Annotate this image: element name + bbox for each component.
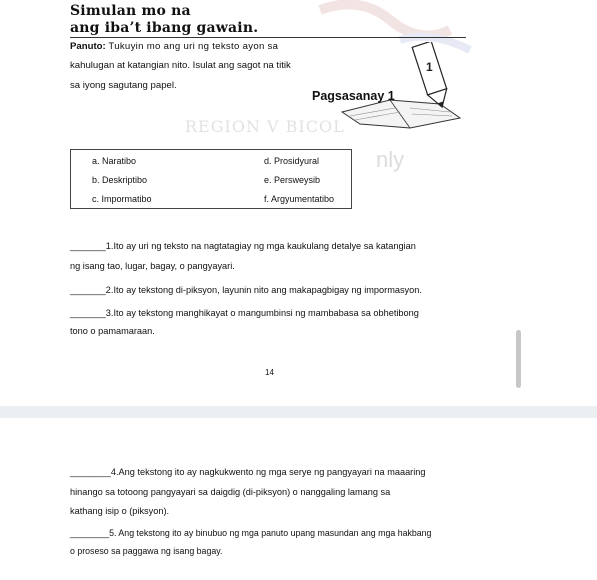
item-3-line-1 bbox=[70, 307, 419, 320]
panuto-line-3: sa iyong sagutang papel. bbox=[70, 80, 177, 91]
watermark-region: REGION V BICOL bbox=[185, 117, 345, 136]
panuto-line-2: kahulugan at katangian nito. Isulat ang sagot na titik bbox=[70, 60, 291, 71]
heading-line-2: ang iba’t ibang gawain. bbox=[70, 20, 259, 36]
heading-rule bbox=[70, 37, 466, 38]
item-2-text: 2.Ito ay tekstong di-piksyon, layunin nito ang makapagbigay ng impormasyon. bbox=[105, 285, 422, 295]
page-number: 14 bbox=[265, 368, 274, 377]
item-4-text: 4.Ang tekstong ito ay nagkukwento ng mga serye ng pangyayari na maaaring bbox=[110, 467, 426, 477]
item-2-line-1 bbox=[70, 284, 422, 297]
item-3-line-2: tono o pamamaraan. bbox=[70, 326, 155, 336]
item-4-line-2: hinango sa totoong pangyayari sa daigdig (di-piksyon) o nanggaling lamang sa bbox=[70, 487, 391, 497]
watermark-only: nly bbox=[376, 147, 405, 172]
panuto-text-1: Tukuyin mo ang uri ng teksto ayon sa bbox=[108, 41, 279, 52]
panuto-label: Panuto: bbox=[70, 41, 106, 52]
option-b: b. Deskriptibo bbox=[92, 175, 148, 185]
item-5-line-2: o proseso sa paggawa ng isang bagay. bbox=[70, 546, 223, 556]
item-1-text: 1.Ito ay uri ng teksto na nagtatagiay ng mga kaukulang detalye sa katangian bbox=[105, 241, 416, 251]
item-4-line-3: kathang isip o (piksyon). bbox=[70, 506, 170, 516]
answer-blank: ________ bbox=[70, 467, 111, 477]
item-5-text: 5. Ang tekstong ito ay binubuo ng mga panuto upang masundan ang mga hakbang bbox=[109, 528, 432, 538]
pagsasanay-label: Pagsasanay 1 bbox=[312, 89, 395, 103]
page-divider bbox=[0, 406, 597, 418]
option-f: f. Argyumentatibo bbox=[264, 194, 335, 204]
heading-line-1: Simulan mo na bbox=[70, 3, 191, 19]
pencil-book-icon bbox=[340, 42, 470, 132]
answer-blank: _______ bbox=[70, 308, 106, 318]
option-c: c. Impormatibo bbox=[92, 194, 152, 204]
answer-blank: _______ bbox=[70, 241, 106, 251]
answer-blank: _______ bbox=[70, 285, 106, 295]
badge-number: 1 bbox=[426, 60, 433, 74]
item-1-line-2: ng isang tao, lugar, bagay, o pangyayari. bbox=[70, 261, 235, 271]
item-4-line-1 bbox=[70, 466, 426, 479]
answer-blank: ________ bbox=[70, 528, 110, 538]
item-5-line-1 bbox=[70, 527, 431, 540]
item-3-text: 3.Ito ay tekstong manghikayat o mangumbinsi ng mambabasa sa obhetibong bbox=[105, 308, 419, 318]
options-table bbox=[70, 149, 352, 209]
scrollbar-thumb[interactable] bbox=[516, 330, 521, 388]
option-a: a. Naratibo bbox=[92, 156, 137, 166]
panuto-line-1 bbox=[70, 40, 278, 53]
option-d: d. Prosidyural bbox=[264, 156, 320, 166]
item-1-line-1 bbox=[70, 240, 416, 253]
option-e: e. Persweysib bbox=[264, 175, 321, 185]
